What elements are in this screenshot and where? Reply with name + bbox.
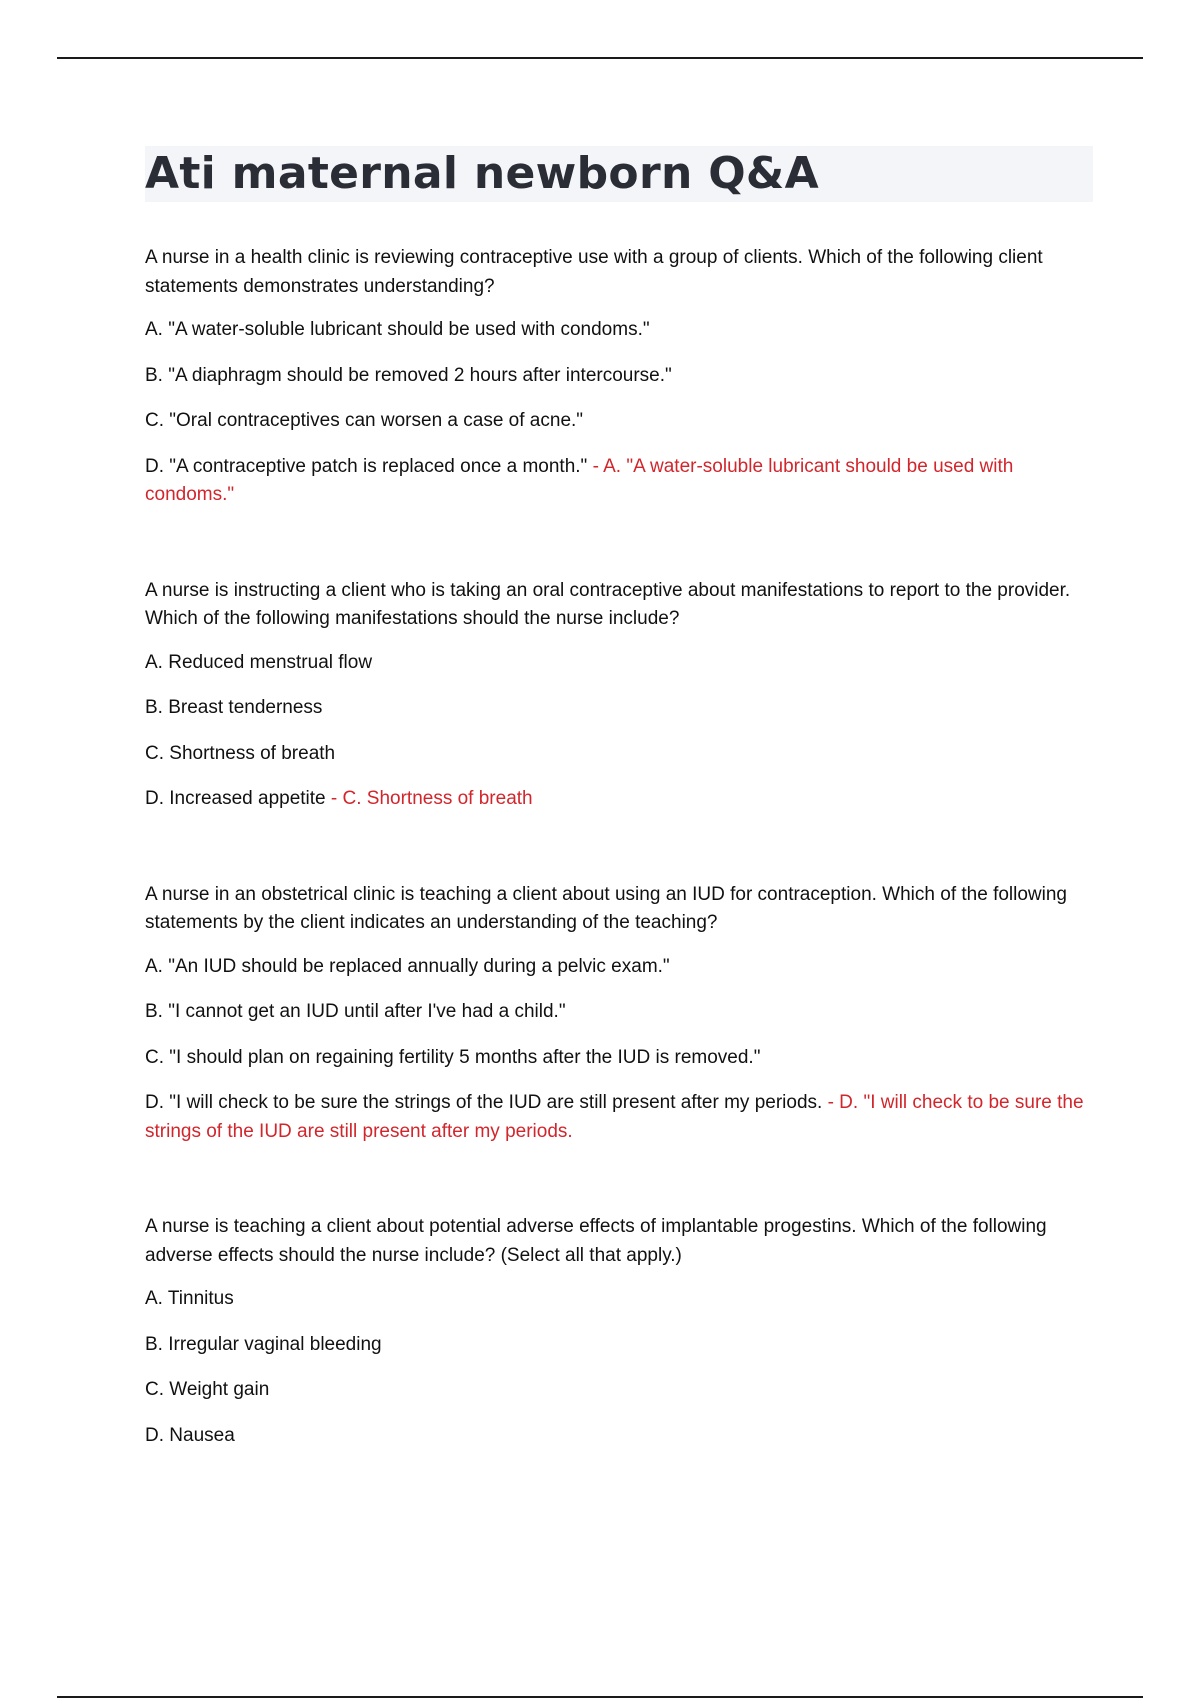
page-title: Ati maternal newborn Q&A bbox=[145, 148, 819, 199]
option-b: B. Breast tenderness bbox=[145, 697, 323, 718]
question-block bbox=[145, 577, 1093, 814]
option-b: B. "I cannot get an IUD until after I've had a child." bbox=[145, 1001, 566, 1022]
answer-key: - D. "I will check to be sure the strings of the IUD are still present after my periods. bbox=[145, 1092, 1084, 1142]
question-block bbox=[145, 244, 1093, 510]
option-a: A. "An IUD should be replaced annually during a pelvic exam." bbox=[145, 955, 670, 977]
option-d: D. "I will check to be sure the strings of the IUD are still present after my periods. bbox=[145, 1092, 823, 1113]
document-body bbox=[145, 146, 1093, 1517]
title-band bbox=[145, 146, 1093, 202]
bottom-rule bbox=[57, 1696, 1143, 1698]
option-d: D. Increased appetite bbox=[145, 788, 326, 809]
question-stem: A nurse is instructing a client who is taking an oral contraceptive about manifestations to report to the provider. Which of the following manifestations should the nurse include? bbox=[145, 579, 1071, 629]
option-b: B. "A diaphragm should be removed 2 hours after intercourse." bbox=[145, 364, 672, 386]
option-d-with-answer bbox=[145, 785, 1093, 814]
question-stem: A nurse is teaching a client about potential adverse effects of implantable progestins. Which of the following adverse effects should the nurse include? (Select all that apply.) bbox=[145, 1216, 1047, 1266]
option-a: A. Reduced menstrual flow bbox=[145, 651, 373, 673]
answer-key: - C. Shortness of breath bbox=[325, 788, 533, 809]
option-b: B. Irregular vaginal bleeding bbox=[145, 1333, 382, 1355]
option-c: C. Shortness of breath bbox=[145, 742, 336, 764]
question-block bbox=[145, 1213, 1093, 1450]
question-stem: A nurse in an obstetrical clinic is teaching a client about using an IUD for contraception. Which of the following statements by the client indicates an understanding of the teaching? bbox=[145, 883, 1068, 933]
question-stem: A nurse in a health clinic is reviewing contraceptive use with a group of clients. Which of the following client statements demonstrates understanding? bbox=[145, 247, 1043, 297]
option-d-with-answer bbox=[145, 1422, 1093, 1451]
option-a: A. "A water-soluble lubricant should be used with condoms." bbox=[145, 319, 650, 340]
option-d: D. Nausea bbox=[145, 1424, 235, 1446]
option-c: C. Weight gain bbox=[145, 1379, 270, 1400]
option-c: C. "I should plan on regaining fertility 5 months after the IUD is removed." bbox=[145, 1046, 761, 1068]
option-d: D. "A contraceptive patch is replaced once a month." bbox=[145, 455, 588, 477]
option-d-with-answer bbox=[145, 1089, 1093, 1146]
option-a: A. Tinnitus bbox=[145, 1288, 234, 1309]
question-block bbox=[145, 881, 1093, 1147]
option-d-with-answer bbox=[145, 453, 1093, 510]
option-c: C. "Oral contraceptives can worsen a case of acne." bbox=[145, 410, 584, 431]
answer-key: - A. "A water-soluble lubricant should be used with condoms." bbox=[145, 455, 1014, 505]
top-rule bbox=[57, 57, 1143, 59]
